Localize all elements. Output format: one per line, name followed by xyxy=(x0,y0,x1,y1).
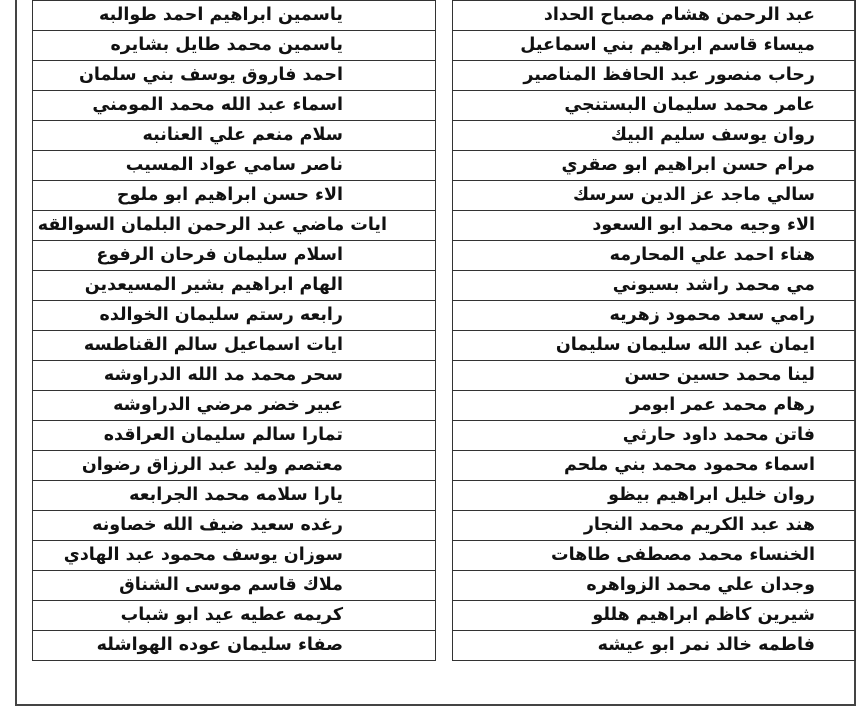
table-row xyxy=(33,541,436,571)
table-row xyxy=(453,151,856,181)
table-row xyxy=(453,181,856,211)
table-row xyxy=(33,391,436,421)
name-cell: كريمه عطيه عيد ابو شباب xyxy=(33,601,436,631)
name-cell: ميساء قاسم ابراهيم بني اسماعيل xyxy=(453,31,856,61)
names-table-right xyxy=(452,0,856,661)
name-cell: ناصر سامي عواد المسيب xyxy=(33,151,436,181)
name-cell: سلام منعم علي العنانبه xyxy=(33,121,436,151)
name-cell: معتصم وليد عبد الرزاق رضوان xyxy=(33,451,436,481)
table-row xyxy=(453,241,856,271)
table-row xyxy=(453,61,856,91)
name-cell: ياسمين ابراهيم احمد طوالبه xyxy=(33,1,436,31)
name-cell: ياسمين محمد طايل بشايره xyxy=(33,31,436,61)
name-cell: عبد الرحمن هشام مصباح الحداد xyxy=(453,1,856,31)
name-cell: اسماء عبد الله محمد المومني xyxy=(33,91,436,121)
table-row xyxy=(453,91,856,121)
name-cell: سحر محمد مد الله الدراوشه xyxy=(33,361,436,391)
table-row xyxy=(453,121,856,151)
name-cell: سالي ماجد عز الدين سرسك xyxy=(453,181,856,211)
table-row xyxy=(33,511,436,541)
table-row xyxy=(453,421,856,451)
table-row xyxy=(453,31,856,61)
table-row xyxy=(33,631,436,661)
name-cell: هند عبد الكريم محمد النجار xyxy=(453,511,856,541)
name-cell: فاتن محمد داود حارثي xyxy=(453,421,856,451)
name-cell: سوزان يوسف محمود عبد الهادي xyxy=(33,541,436,571)
name-cell: مي محمد راشد بسيوني xyxy=(453,271,856,301)
name-cell: مرام حسن ابراهيم ابو صقري xyxy=(453,151,856,181)
name-cell: روان يوسف سليم البيك xyxy=(453,121,856,151)
name-cell: فاطمه خالد نمر ابو عيشه xyxy=(453,631,856,661)
table-row xyxy=(453,211,856,241)
name-cell: يارا سلامه محمد الجرابعه xyxy=(33,481,436,511)
table-row xyxy=(453,451,856,481)
name-cell: هناء احمد علي المحارمه xyxy=(453,241,856,271)
name-cell: ملاك قاسم موسى الشناق xyxy=(33,571,436,601)
name-cell: احمد فاروق يوسف بني سلمان xyxy=(33,61,436,91)
name-cell: الخنساء محمد مصطفى طاهات xyxy=(453,541,856,571)
name-cell: ايات ماضي عبد الرحمن البلمان السوالقه xyxy=(33,211,436,241)
name-cell: رامي سعد محمود زهريه xyxy=(453,301,856,331)
name-cell: ايمان عبد الله سليمان سليمان xyxy=(453,331,856,361)
table-row xyxy=(33,331,436,361)
table-row xyxy=(33,421,436,451)
name-cell: رغده سعيد ضيف الله خصاونه xyxy=(33,511,436,541)
name-cell: عامر محمد سليمان البستنجي xyxy=(453,91,856,121)
name-cell: الاء حسن ابراهيم ابو ملوح xyxy=(33,181,436,211)
name-cell: رهام محمد عمر ابومر xyxy=(453,391,856,421)
table-row xyxy=(453,271,856,301)
table-row xyxy=(453,361,856,391)
names-table-left xyxy=(32,0,436,661)
name-cell: روان خليل ابراهيم بيظو xyxy=(453,481,856,511)
name-cell: اسماء محمود محمد بني ملحم xyxy=(453,451,856,481)
table-row xyxy=(33,151,436,181)
table-row xyxy=(33,211,436,241)
name-cell: تمارا سالم سليمان العراقده xyxy=(33,421,436,451)
table-row xyxy=(453,1,856,31)
name-cell: وجدان علي محمد الزواهره xyxy=(453,571,856,601)
name-cell: رحاب منصور عبد الحافظ المناصير xyxy=(453,61,856,91)
name-cell: لينا محمد حسين حسن xyxy=(453,361,856,391)
name-cell: الاء وجيه محمد ابو السعود xyxy=(453,211,856,241)
name-cell: ايات اسماعيل سالم القناطسه xyxy=(33,331,436,361)
table-row xyxy=(453,571,856,601)
table-row xyxy=(33,481,436,511)
name-cell: شيرين كاظم ابراهيم هللو xyxy=(453,601,856,631)
name-cell: عبير خضر مرضي الدراوشه xyxy=(33,391,436,421)
name-cell: الهام ابراهيم بشير المسيعدين xyxy=(33,271,436,301)
table-row xyxy=(453,301,856,331)
table-row xyxy=(33,241,436,271)
name-cell: رابعه رستم سليمان الخوالده xyxy=(33,301,436,331)
name-cell: صفاء سليمان عوده الهواشله xyxy=(33,631,436,661)
table-row xyxy=(453,331,856,361)
table-row xyxy=(453,601,856,631)
table-row xyxy=(33,451,436,481)
table-row xyxy=(33,571,436,601)
table-row xyxy=(33,31,436,61)
table-row xyxy=(33,601,436,631)
table-row xyxy=(453,631,856,661)
name-cell: اسلام سليمان فرحان الرفوع xyxy=(33,241,436,271)
table-row xyxy=(453,541,856,571)
table-row xyxy=(33,1,436,31)
table-row xyxy=(33,361,436,391)
table-row xyxy=(453,481,856,511)
table-row xyxy=(33,301,436,331)
table-row xyxy=(33,271,436,301)
table-row xyxy=(33,181,436,211)
table-row xyxy=(33,91,436,121)
table-row xyxy=(453,511,856,541)
table-row xyxy=(33,61,436,91)
table-row xyxy=(33,121,436,151)
table-row xyxy=(453,391,856,421)
